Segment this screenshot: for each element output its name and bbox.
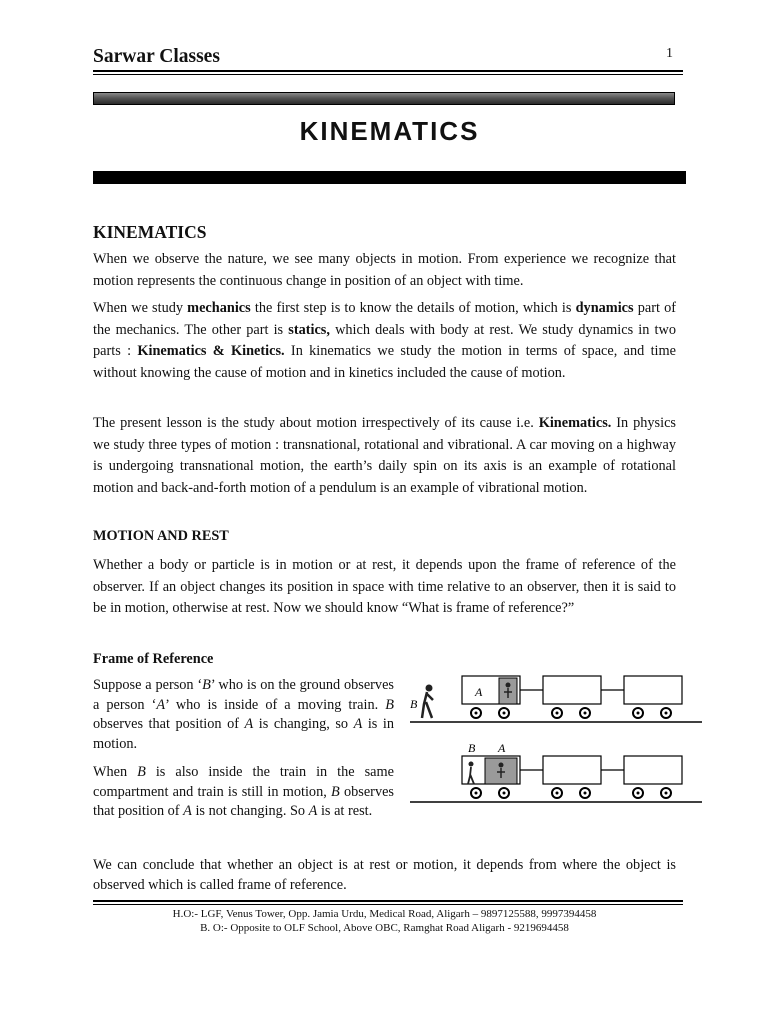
page-number: 1: [666, 46, 673, 61]
top-person-b-figure: [422, 685, 433, 719]
top-train-car-2: [543, 676, 601, 704]
top-label-a: A: [475, 685, 483, 699]
footer-head-office: H.O:- LGF, Venus Tower, Opp. Jamia Urdu, Medical Road, Aligarh – 9897125588, 9997394458: [172, 908, 597, 920]
paragraph-intro: When we observe the nature, we see many objects in motion. From experience we recognize that motion represents the continuous change in position of an object with time.: [93, 251, 676, 289]
paragraph-ground-observer: Suppose a person ‘B’ who is on the ground observes a person ‘A’ who is inside of a moving train. B observes that position of A is changing, so A is in motion.: [93, 677, 395, 752]
motion-rest-heading: MOTION AND REST: [93, 528, 229, 544]
decorative-grey-bar: [93, 92, 675, 105]
footer-rule: [93, 900, 683, 902]
paragraph-mechanics: When we study mechanics the first step is to know the details of motion, which is dynamics part of the mechanics. The other part is statics, which deals with body at rest. We study dynamics in two parts : Kinematics & Kinetics. In kinematics we study the motion in terms of space, and time without knowing the cause of motion and in kinetics included the cause of motion.: [93, 300, 676, 381]
bottom-train-car-2: [543, 756, 601, 784]
paragraph-train-observer: When B is also inside the train in the same compartment and train is still in motion, B observes that position of A is not changing. So A is at rest.: [93, 764, 394, 819]
section-heading: KINEMATICS: [93, 222, 207, 242]
train-frame-reference-diagram: [400, 668, 710, 810]
top-wheels: [471, 708, 671, 718]
footer-branch-office: B. O:- Opposite to OLF School, Above OBC, Ramghat Road Aligarh - 9219694458: [200, 922, 569, 934]
brand-name: Sarwar Classes: [93, 46, 220, 67]
bottom-label-a: A: [498, 741, 506, 755]
bottom-train-car-3: [624, 756, 682, 784]
bottom-wheel-hubs: [475, 792, 668, 795]
frame-reference-heading: Frame of Reference: [93, 651, 214, 667]
top-wheel-hubs: [475, 712, 668, 715]
top-train-car-1: [462, 676, 520, 704]
paragraph-motion-rest: Whether a body or particle is in motion or at rest, it depends upon the frame of reference of the observer. If an object changes its position in space with time relative to an observer, then it is said to be in motion, otherwise at rest. Now we should know “What is frame of reference?”: [93, 557, 676, 616]
bottom-wheels: [471, 788, 671, 798]
header-rule-thin: [93, 74, 683, 75]
header-rule: [93, 70, 683, 72]
footer-rule-thin: [93, 904, 683, 905]
bottom-label-b: B: [468, 741, 476, 755]
paragraph-conclusion: We can conclude that whether an object is at rest or motion, it depends from where the object is observed which is called frame of reference.: [93, 857, 676, 893]
paragraph-types-of-motion: The present lesson is the study about motion irrespectively of its cause i.e. Kinematics. In physics we study three types of motion : transnational, rotational and vibrational. A car moving on a highway is undergoing transnational motion, the earth’s daily spin on its axis is an example of rotational motion and back-and-forth motion of a pendulum is an example of vibrational motion.: [93, 415, 676, 496]
top-label-b: B: [410, 697, 418, 711]
top-train-car-3: [624, 676, 682, 704]
page-title: KINEMATICS: [299, 116, 480, 146]
decorative-black-bar: [93, 171, 686, 184]
